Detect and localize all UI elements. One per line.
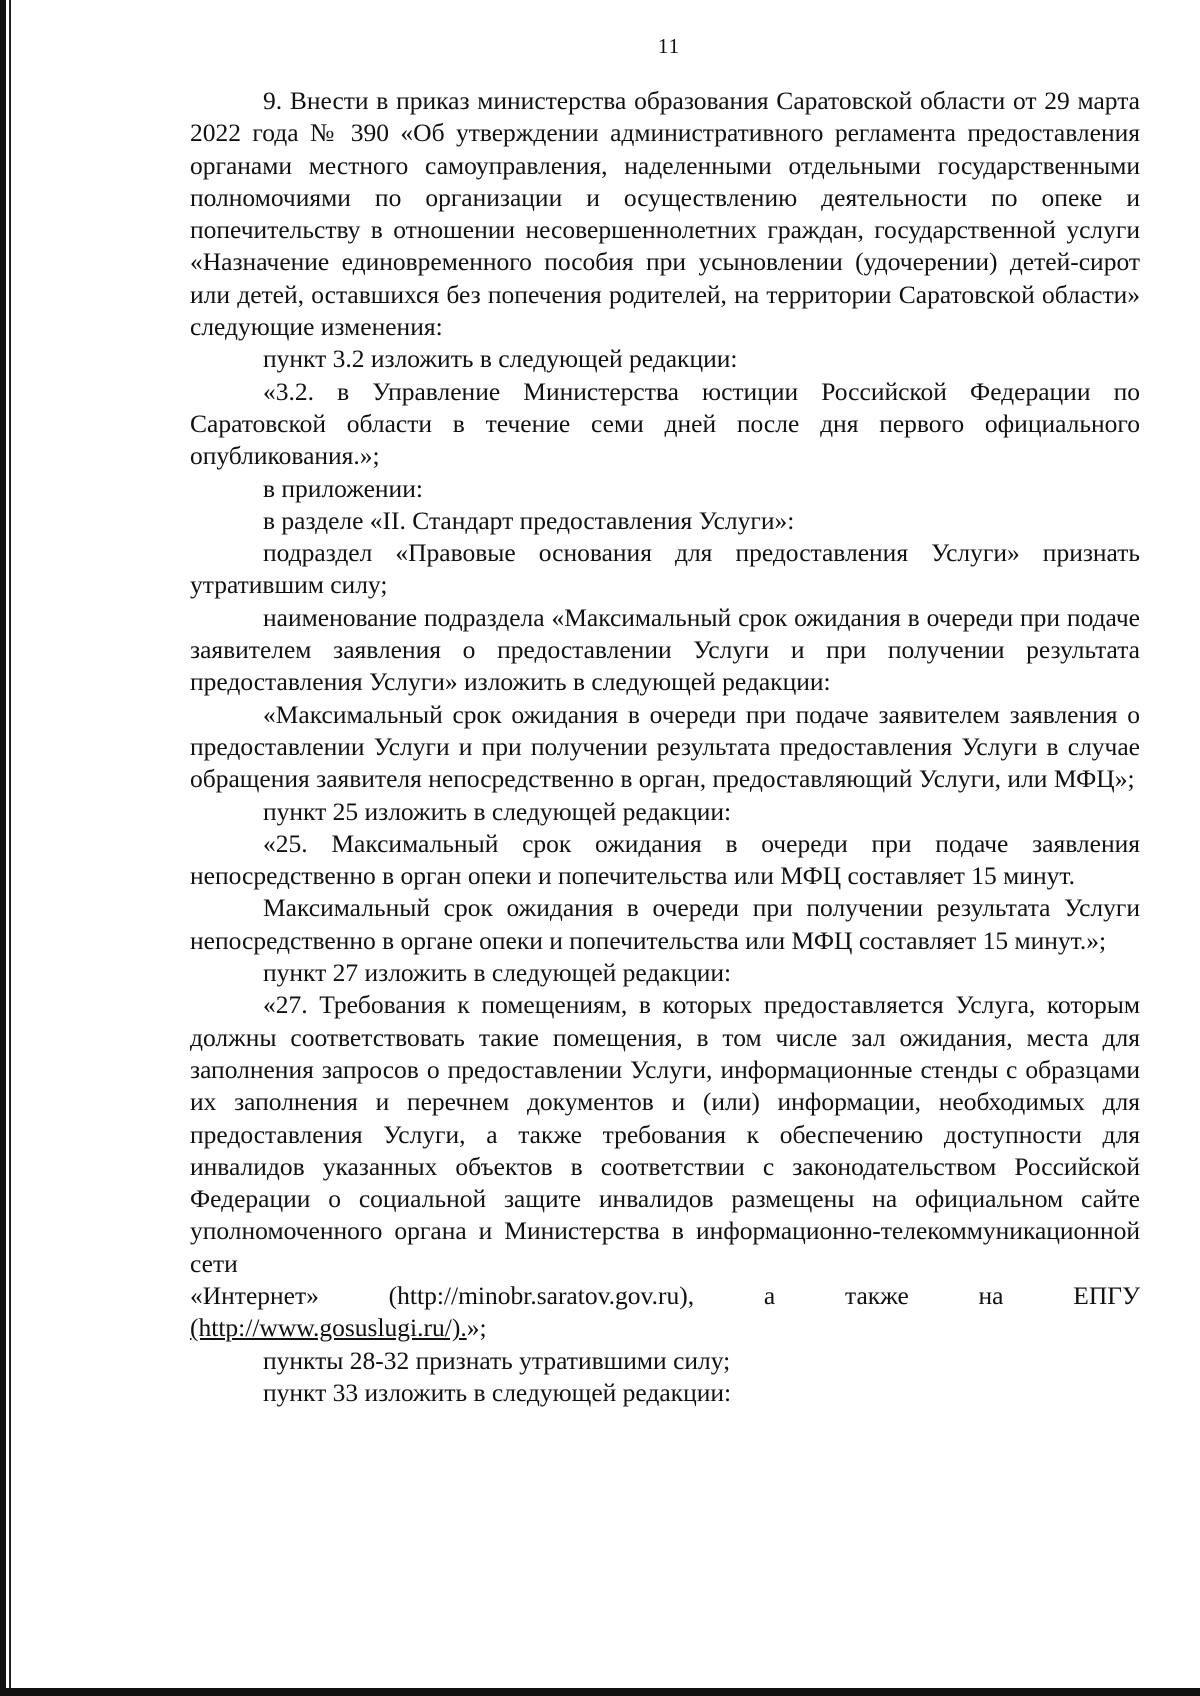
url-line [190,1280,1140,1312]
paragraph-quote: «3.2. в Управление Министерства юстиции Российской Федерации по Саратовской области в течение семи дней после дня первого официального опубликования.»; [190,376,1140,471]
paragraph-instruction: пункт 3.2 изложить в следующей редакции: [263,344,738,374]
link-line [190,1312,1140,1344]
paragraph-instruction: пункт 25 изложить в следующей редакции: [263,796,732,826]
url-line-part: «Интернет» [190,1280,319,1310]
paragraph-instruction: подраздел «Правовые основания для предоставления Услуги» признать утратившим силу; [190,538,1140,600]
paragraph-instruction: в приложении: [263,473,423,503]
scan-border-left [0,0,6,1696]
paragraph-instruction: пункт 33 изложить в следующей редакции: [263,1377,732,1407]
url-line-part: ЕПГУ [1073,1280,1141,1310]
scan-border-left-inner [9,0,11,1696]
paragraph-instruction: наименование подраздела «Максимальный срок ожидания в очереди при подаче заявителем заявления о предоставлении Услуги и при получении результата предоставления Услуги» изложить в следующей редакции: [190,602,1140,697]
url-line-part: а [763,1280,776,1310]
paragraph-instruction: пункты 28-32 признать утратившими силу; [263,1345,731,1375]
url-line-part: также [845,1280,909,1310]
paragraph-quote: «27. Требования к помещениям, в которых предоставляется Услуга, которым должны соответствовать такие помещения, в том числе зал ожидания, места для заполнения запросов о предоставлении Услуги, информационные стенды с образцами их заполнения и перечнем документов и (или) информации, необходимых для предоставления Услуги, а также требования к обеспечению доступности для инвалидов указанных объектов в соответствии с законодательством Российской Федерации о социальной защите инвалидов размещены на официальном сайте уполномоченного органа и Министерства в информационно-телекоммуникационной сети [190,990,1140,1278]
link-line-tail: »; [466,1313,487,1343]
paragraph-item-9: 9. Внести в приказ министерства образования Саратовской области от 29 марта 2022 года № 390 «Об утверждении административного регламента предоставления органами местного самоуправления, наделенными отдельными государственными полномочиями по организации и осуществлению деятельности по опеке и попечительству в отношении несовершеннолетних граждан, государственной услуги «Назначение единовременного пособия при усыновлении (удочерении) детей-сирот или детей, оставшихся без попечения родителей, на территории Саратовской области» следующие изменения: [190,86,1140,342]
paragraph-instruction: пункт 27 изложить в следующей редакции: [263,958,732,988]
url-line-part: на [978,1280,1004,1310]
paragraph-instruction: в разделе «II. Стандарт предоставления Услуги»: [263,505,795,535]
gosuslugi-link[interactable]: (http://www.gosuslugi.ru/). [190,1313,467,1343]
paragraph-quote: «Максимальный срок ожидания в очереди при подаче заявителем заявления о предоставлении Услуги и при получении результата предоставления Услуги в случае обращения заявителя непосредственно в орган, предоставляющий Услуги, или МФЦ»; [190,699,1140,794]
paragraph-quote: Максимальный срок ожидания в очереди при получении результата Услуги непосредственно в органе опеки и попечительства или МФЦ составляет 15 минут.»; [190,893,1140,955]
page-number: 11 [657,34,681,58]
url-line-part: (http://minobr.saratov.gov.ru), [388,1280,695,1310]
scan-border-bottom [0,1688,1200,1696]
document-body [190,85,1140,1409]
paragraph-quote: «25. Максимальный срок ожидания в очереди при подаче заявления непосредственно в орган опеки и попечительства или МФЦ составляет 15 минут. [190,828,1140,891]
